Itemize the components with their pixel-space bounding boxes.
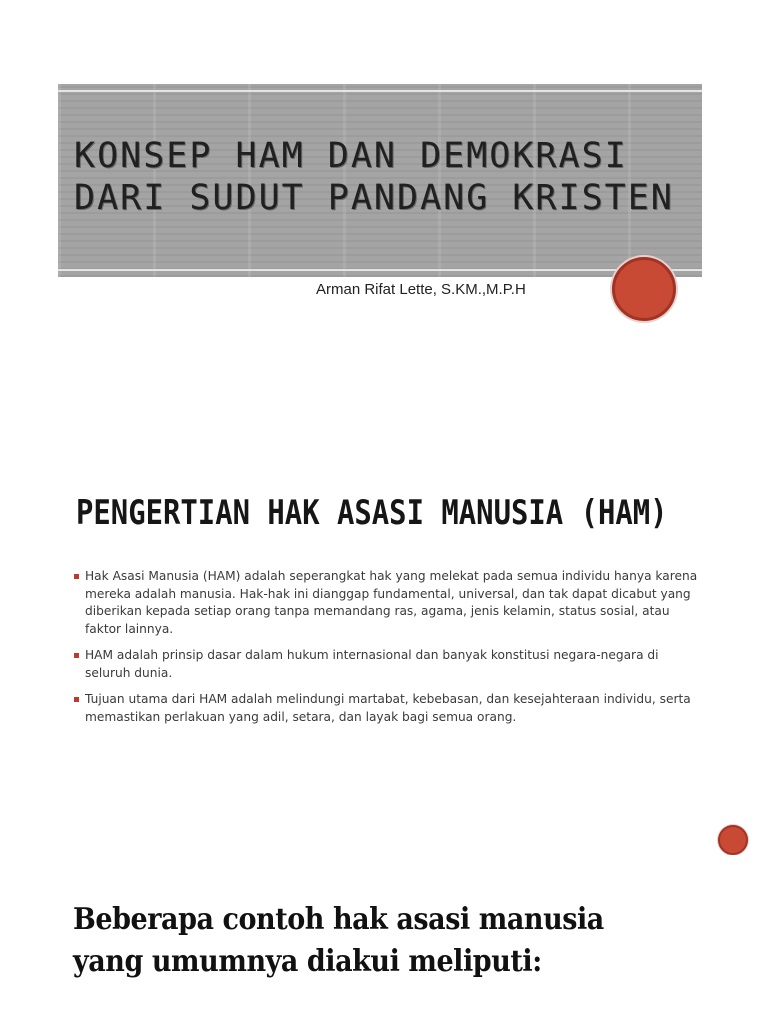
bullet-text: Tujuan utama dari HAM adalah melindungi martabat, kebebasan, dan kesejahteraan individu, serta memastikan perlakuan yang adil, setara, dan layak bagi semua orang.: [85, 692, 691, 724]
list-item: [74, 568, 704, 638]
decorative-circle-icon: [580, 257, 674, 321]
title-band: [58, 84, 702, 277]
presentation-title: KONSEP HAM DAN DEMOKRASI DARI SUDUT PANDANG KRISTEN: [74, 136, 674, 218]
bullet-icon: [74, 653, 79, 658]
list-item: [74, 691, 704, 726]
bullet-icon: [74, 574, 79, 579]
examples-heading: Beberapa contoh hak asasi manusia yang umumnya diakui meliputi:: [73, 902, 604, 979]
bullet-icon: [74, 697, 79, 702]
band-stripe-top: [58, 90, 702, 92]
slide-title: [0, 0, 768, 436]
slide-examples: [0, 855, 768, 1024]
decorative-circle-icon: [718, 825, 748, 855]
author-name: Arman Rifat Lette, S.KM.,M.P.H: [316, 281, 526, 298]
slide-definition: [0, 437, 768, 854]
bullet-list: [74, 568, 704, 735]
section-title: PENGERTIAN HAK ASASI MANUSIA (HAM): [76, 493, 668, 533]
bullet-text: Hak Asasi Manusia (HAM) adalah seperangkat hak yang melekat pada semua individu hanya karena mereka adalah manusia. Hak-hak ini dianggap fundamental, universal, dan tak dapat dicabut yang diberikan kepada setiap orang tanpa memandang ras, agama, jenis kelamin, status sosial, atau faktor lainnya.: [85, 569, 698, 636]
list-item: [74, 647, 704, 682]
bullet-text: HAM adalah prinsip dasar dalam hukum internasional dan banyak konstitusi negara-negara di seluruh dunia.: [85, 648, 659, 680]
